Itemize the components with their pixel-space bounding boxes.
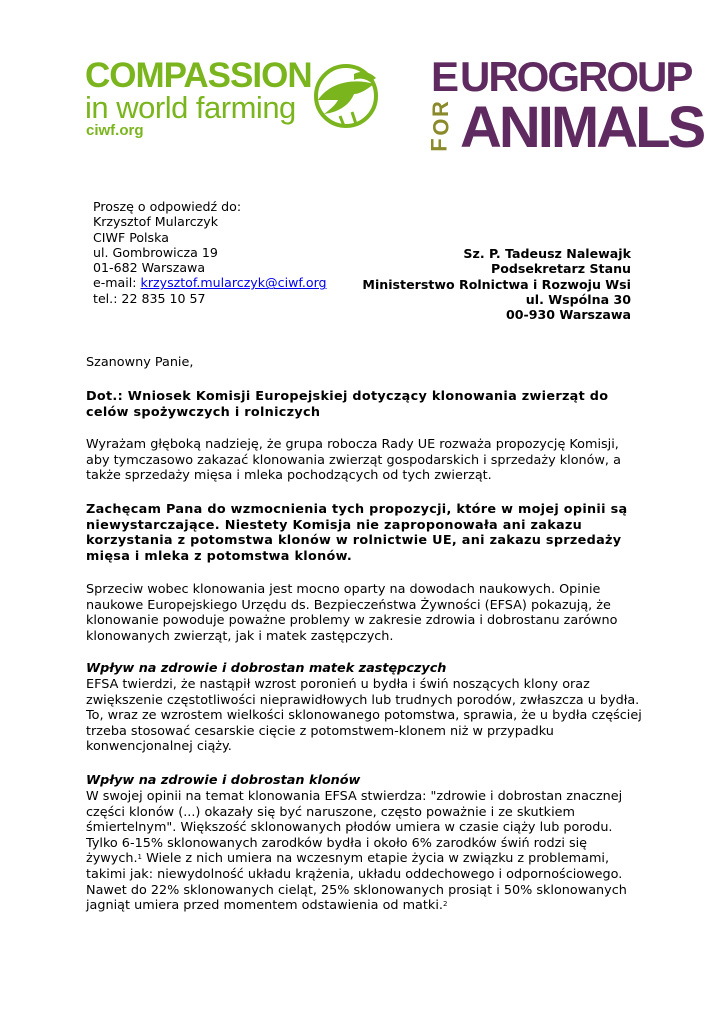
recipient-line: Sz. P. Tadeusz Nalewajk <box>463 246 631 261</box>
recipient-line: ul. Wspólna 30 <box>525 291 631 307</box>
recipient-line: Ministerstwo Rolnictwa i Rozwoju Wsi <box>362 276 631 292</box>
paragraph-5-part-a: W swojej opinii na temat klonowania EFSA stwierdza: "zdrowie i dobrostan znacznej części klonów (...) okazały się być naruszone, często poważnie i ze skutkiem śmiertelnym". Większość sklonowanych płodów umiera w czasie ciąży lub porodu. Tylko 6-15% sklonowanych zarodków bydła i około 6% zarodków świń rodzi się żywych. <box>86 789 623 867</box>
section-heading-clones: Wpływ na zdrowie i dobrostan klonów <box>86 773 361 788</box>
footnote-ref-1[interactable]: 1 <box>137 853 143 862</box>
email-label: e-mail: <box>93 275 141 291</box>
subject-line: Dot.: Wniosek Komisji Europejskiej dotyczący klonowania zwierząt do celów spożywczych i rolniczych <box>86 389 609 420</box>
for-letter-o: O <box>428 118 454 136</box>
sender-block <box>93 199 327 306</box>
ciwf-bird-icon <box>310 60 382 130</box>
email-link[interactable]: krzysztof.mularczyk@ciwf.org <box>140 275 327 291</box>
for-letter-r: R <box>427 101 453 117</box>
sender-line: 01-682 Warszawa <box>93 260 206 276</box>
sender-line: CIWF Polska <box>93 229 169 245</box>
recipient-line: 00-930 Warszawa <box>505 307 631 323</box>
sender-phone: tel.: 22 835 10 57 <box>93 290 206 306</box>
sender-line: Proszę o odpowiedź do: <box>93 199 242 214</box>
paragraph-4: EFSA twierdzi, że nastąpił wzrost poronień u bydła i świń noszących klony oraz zwiększenie częstotliwości nieprawidłowych lub trudnych porodów, zwłaszcza u bydła. To, wraz ze wzrostem wielkości sklonowanego potomstwa, sprawia, że u bydła częściej trzeba stosować cesarskie cięcie z potomstwem-klonem niż w przypadku konwencjonalnej ciąży. <box>86 677 642 755</box>
for-letter-f: F <box>426 138 452 152</box>
recipient-block <box>362 246 631 322</box>
paragraph-2: Zachęcam Pana do wzmocnienia tych propozycji, które w mojej opinii są niewystarczające. Niestety Komisja nie zaproponowała ani zakazu korzystania z potomstwa klonów w rolnictwie UE, ani zakazu sprzedaży mięsa i mleka z potomstwa klonów. <box>86 502 628 564</box>
paragraph-5 <box>86 789 646 914</box>
paragraph-1: Wyrażam głęboką nadzieję, że grupa robocza Rady UE rozważa propozycję Komisji, aby tymczasowo zakazać klonowania zwierząt gospodarskich i sprzedaży klonów, a także sprzedaży mięsa i mleka pochodzących od tych zwierząt. <box>86 437 621 484</box>
eurogroup-logo-e: E <box>431 53 460 100</box>
sender-line: Krzysztof Mularczyk <box>93 214 218 230</box>
footnote-ref-2[interactable]: 2 <box>442 900 448 909</box>
recipient-line: Podsekretarz Stanu <box>490 261 631 277</box>
paragraph-5-part-b: Wiele z nich umiera na wczesnym etapie życia w związku z problemami, takimi jak: niewydolność układu krążenia, układu oddechowego i odpornościowego. Nawet do 22% sklonowanych cieląt, 25% sklonowanych prosiąt i 50% sklonowanych jagniąt umiera przed momentem odstawienia od matki. <box>86 851 627 914</box>
sender-line: ul. Gombrowicza 19 <box>93 244 218 260</box>
eurogroup-logo-top: UROGROUP <box>460 53 692 100</box>
ciwf-logo-subtitle: in world farming <box>85 90 296 125</box>
ciwf-logo-url: ciwf.org <box>86 122 144 139</box>
section-heading-surrogate-mothers: Wpływ na zdrowie i dobrostan matek zastępczych <box>86 661 447 676</box>
ciwf-logo-title: COMPASSION <box>85 56 312 95</box>
sender-email-line <box>93 275 327 290</box>
paragraph-3: Sprzeciw wobec klonowania jest mocno oparty na dowodach naukowych. Opinie naukowe Europejskiego Urzędu ds. Bezpieczeństwa Żywności (EFSA) pokazują, że klonowanie powoduje poważne problemy w zakresie zdrowia i dobrostanu zarówno klonowanych zwierząt, jak i matek zastępczych. <box>86 582 618 644</box>
eurogroup-logo-bottom: ANIMALS <box>460 95 704 160</box>
eurogroup-logo-for <box>426 96 459 156</box>
salutation: Szanowny Panie, <box>86 355 194 370</box>
